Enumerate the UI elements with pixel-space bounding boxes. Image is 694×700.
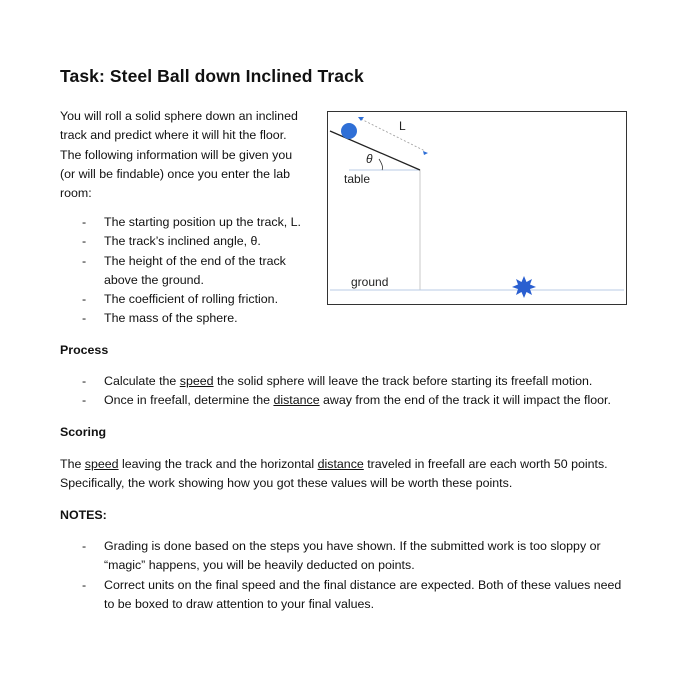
table-label: table — [344, 172, 371, 186]
page-title: Task: Steel Ball down Inclined Track — [60, 66, 364, 86]
length-label: L — [399, 119, 406, 133]
list-item: - Calculate the speed the solid sphere will leave the track before starting its freefall motion. — [60, 372, 611, 391]
process-list — [60, 372, 611, 411]
intro-line: You will roll a solid sphere down an inclined — [60, 109, 298, 123]
scoring-line: The speed leaving the track and the horizontal distance traveled in freefall are each worth 50 points. — [60, 457, 608, 471]
inclined-track-diagram — [327, 111, 627, 305]
scoring-heading: Scoring — [60, 425, 107, 439]
intro-line: (or will be findable) once you enter the lab — [60, 166, 291, 181]
list-item: - The height of the end of the track above the ground. — [60, 252, 301, 291]
notes-heading: NOTES: — [60, 508, 107, 522]
impact-burst-icon — [512, 276, 536, 298]
process-heading: Process — [60, 343, 109, 357]
length-arrow-end-icon — [423, 151, 428, 155]
list-item: - The coefficient of rolling friction. — [60, 290, 301, 309]
length-indicator — [361, 119, 425, 151]
intro-line: The following information will be given you — [60, 147, 293, 162]
intro-paragraph — [60, 107, 320, 203]
ground-label: ground — [351, 275, 389, 289]
inclined-track — [330, 131, 420, 170]
scoring-line: Specifically, the work showing how you got these values will be worth these points. — [60, 476, 513, 491]
notes-list — [60, 537, 621, 614]
steel-ball-icon — [341, 123, 357, 139]
list-item: - Correct units on the final speed and the final distance are expected. Both of these values need to be boxed to draw attention to your final values. — [60, 576, 621, 615]
diagram-svg — [327, 111, 627, 305]
list-item: - The starting position up the track, L. — [60, 213, 301, 232]
list-item: - Grading is done based on the steps you have shown. If the submitted work is too sloppy or “magic” happens, you will be heavily deducted on points. — [60, 537, 621, 576]
angle-arc — [379, 159, 383, 170]
length-arrow-start-icon — [358, 117, 364, 121]
scoring-paragraph — [60, 455, 660, 494]
list-item: - The track’s inclined angle, θ. — [60, 232, 301, 251]
list-item: - The mass of the sphere. — [60, 309, 301, 328]
given-information-list — [60, 213, 301, 329]
angle-label: θ — [366, 152, 373, 166]
intro-line: room: — [60, 186, 92, 201]
intro-line: track and predict where it will hit the floor. — [60, 128, 287, 143]
list-item: - Once in freefall, determine the distance away from the end of the track it will impact the floor. — [60, 391, 611, 410]
